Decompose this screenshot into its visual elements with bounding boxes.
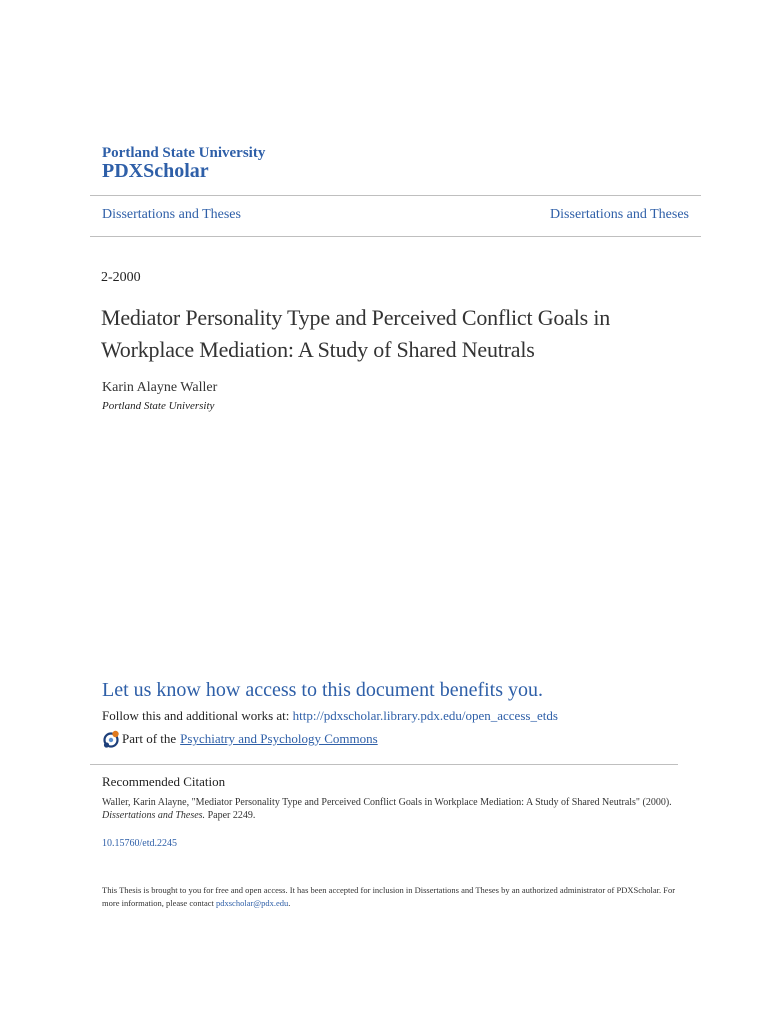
author-name: Karin Alayne Waller: [102, 380, 218, 395]
benefit-feedback-link[interactable]: Let us know how access to this document benefits you.: [102, 679, 544, 701]
part-of-line: [102, 730, 378, 748]
citation-text-main: Waller, Karin Alayne, "Mediator Personality Type and Perceived Conflict Goals in Workplace Mediation: A Study of Shared Neutrals" (2000).: [102, 797, 672, 808]
access-notice-text: This Thesis is brought to you for free and open access. It has been accepted for inclusion in Dissertations and Theses by an authorized administrator of PDXScholar. For more information, please contact: [102, 885, 676, 908]
contact-email-link[interactable]: pdxscholar@pdx.edu: [216, 897, 289, 908]
document-title: Mediator Personality Type and Perceived Conflict Goals in Workplace Mediation: A Study of Shared Neutrals: [101, 305, 611, 362]
access-notice: [102, 884, 677, 909]
open-access-url-link[interactable]: http://pdxscholar.library.pdx.edu/open_access_etds: [292, 708, 558, 723]
collection-link-left[interactable]: Dissertations and Theses: [102, 207, 241, 222]
citation-divider: [90, 764, 678, 765]
citation-series: Dissertations and Theses.: [102, 810, 206, 821]
follow-prefix: Follow this and additional works at:: [102, 708, 293, 723]
doi-link[interactable]: 10.15760/etd.2245: [102, 838, 177, 849]
collection-link-right[interactable]: Dissertations and Theses: [550, 207, 689, 222]
commons-network-icon: [102, 730, 120, 748]
part-of-prefix: Part of the: [122, 731, 177, 746]
institution-name: Portland State University: [102, 145, 266, 161]
top-divider: [90, 195, 701, 196]
citation-paper-number: Paper 2249.: [205, 810, 256, 821]
citation-heading: Recommended Citation: [102, 774, 226, 789]
commons-link[interactable]: Psychiatry and Psychology Commons: [180, 731, 378, 746]
publication-date: 2-2000: [101, 270, 141, 285]
citation-text: [102, 796, 677, 822]
repository-name[interactable]: PDXScholar: [102, 160, 209, 182]
nav-divider: [90, 236, 701, 237]
follow-works-line: [102, 708, 558, 724]
author-affiliation: Portland State University: [102, 400, 215, 412]
access-notice-end: .: [288, 897, 291, 908]
